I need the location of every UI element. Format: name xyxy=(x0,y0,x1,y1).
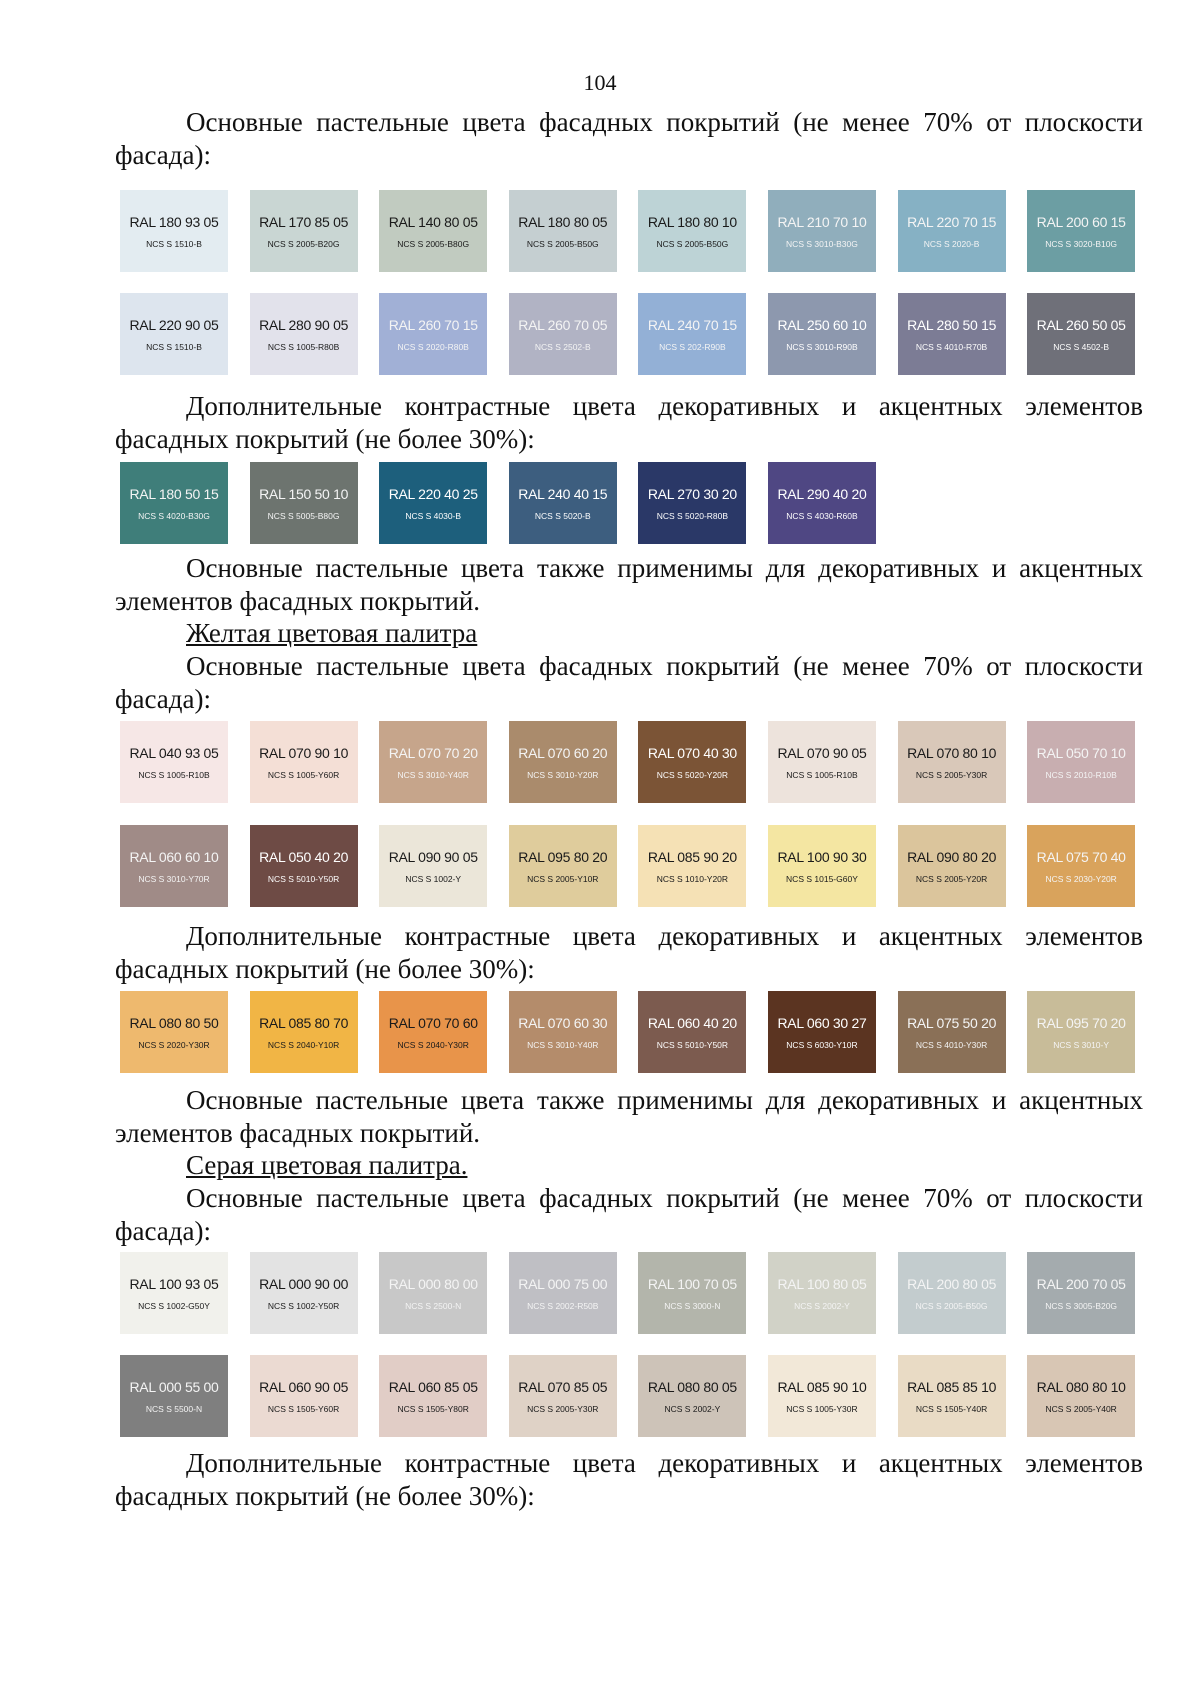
color-swatch xyxy=(898,991,1006,1073)
ncs-code: NCS S 1005-Y60R xyxy=(267,769,340,780)
ral-code: RAL 200 80 05 xyxy=(907,1275,997,1292)
color-swatch xyxy=(250,991,358,1073)
color-swatch xyxy=(379,190,487,272)
ral-code: RAL 085 90 20 xyxy=(647,848,737,865)
ncs-code: NCS S 6030-Y10R xyxy=(786,1039,858,1050)
ral-code: RAL 070 70 20 xyxy=(388,744,478,761)
ncs-code: NCS S 1510-B xyxy=(146,238,202,249)
ral-code: RAL 100 93 05 xyxy=(129,1275,219,1292)
ral-code: RAL 100 70 05 xyxy=(647,1275,737,1292)
ncs-code: NCS S 5010-Y50R xyxy=(656,1039,729,1050)
ral-code: RAL 100 80 05 xyxy=(777,1275,867,1292)
ncs-code: NCS S 202-R90B xyxy=(659,341,726,352)
ral-code: RAL 080 80 50 xyxy=(129,1014,219,1031)
color-swatch xyxy=(509,293,617,375)
color-swatch xyxy=(379,825,487,907)
ral-code: RAL 070 70 60 xyxy=(388,1014,478,1031)
color-swatch xyxy=(379,721,487,803)
color-swatch xyxy=(250,190,358,272)
ncs-code: NCS S 2500-N xyxy=(405,1300,462,1311)
ral-code: RAL 090 80 20 xyxy=(907,848,997,865)
color-swatch xyxy=(120,190,228,272)
color-swatch xyxy=(1027,1252,1135,1334)
ral-code: RAL 085 80 70 xyxy=(259,1014,349,1031)
ncs-code: NCS S 1505-Y60R xyxy=(267,1403,340,1414)
ral-code: RAL 075 70 40 xyxy=(1036,848,1126,865)
color-swatch xyxy=(509,462,617,544)
color-swatch xyxy=(120,1252,228,1334)
color-swatch xyxy=(898,1355,1006,1437)
ral-code: RAL 150 50 10 xyxy=(259,485,349,502)
ncs-code: NCS S 1005-R10B xyxy=(786,769,858,780)
ral-code: RAL 240 40 15 xyxy=(518,485,608,502)
color-swatch xyxy=(768,190,876,272)
swatch-row xyxy=(120,293,1157,375)
ral-code: RAL 090 90 05 xyxy=(388,848,478,865)
ncs-code: NCS S 5020-B xyxy=(534,510,591,521)
ncs-code: NCS S 2010-R10B xyxy=(1045,769,1117,780)
color-swatch xyxy=(638,1355,746,1437)
ral-code: RAL 080 80 10 xyxy=(1036,1378,1126,1395)
ral-code: RAL 220 40 25 xyxy=(388,485,478,502)
ral-code: RAL 050 70 10 xyxy=(1036,744,1126,761)
ral-code: RAL 060 85 05 xyxy=(388,1378,478,1395)
ncs-code: NCS S 5500-N xyxy=(145,1403,203,1414)
ral-code: RAL 100 90 30 xyxy=(777,848,867,865)
color-swatch xyxy=(120,721,228,803)
ncs-code: NCS S 1505-Y80R xyxy=(397,1403,469,1414)
ncs-code: NCS S 2005-B50G xyxy=(526,238,599,249)
ncs-code: NCS S 1005-R80B xyxy=(267,341,340,352)
color-swatch xyxy=(1027,293,1135,375)
ral-code: RAL 220 90 05 xyxy=(129,316,219,333)
ral-code: RAL 085 85 10 xyxy=(907,1378,997,1395)
color-swatch xyxy=(898,190,1006,272)
color-swatch xyxy=(250,825,358,907)
color-swatch xyxy=(379,293,487,375)
ral-code: RAL 280 50 15 xyxy=(907,316,997,333)
ral-code: RAL 170 85 05 xyxy=(259,213,349,230)
ral-code: RAL 000 75 00 xyxy=(518,1275,608,1292)
ral-code: RAL 220 70 15 xyxy=(907,213,997,230)
ncs-code: NCS S 1002-Y xyxy=(405,873,462,884)
ncs-code: NCS S 2005-Y20R xyxy=(915,873,988,884)
ral-code: RAL 280 90 05 xyxy=(259,316,349,333)
color-swatch xyxy=(638,825,746,907)
paragraph: Основные пастельные цвета фасадных покрытий (не менее 70% от плоскости фасада): xyxy=(115,107,1143,170)
ncs-code: NCS S 1002-G50Y xyxy=(138,1300,210,1311)
paragraph: Основные пастельные цвета также применимы для декоративных и акцентных элементов фасадных покрытий. xyxy=(115,1085,1143,1148)
ral-code: RAL 070 40 30 xyxy=(647,744,737,761)
ncs-code: NCS S 4502-B xyxy=(1053,341,1110,352)
ral-code: RAL 240 70 15 xyxy=(647,316,737,333)
ral-code: RAL 070 90 05 xyxy=(777,744,867,761)
color-swatch xyxy=(638,721,746,803)
ncs-code: NCS S 4010-Y30R xyxy=(915,1039,988,1050)
ral-code: RAL 200 60 15 xyxy=(1036,213,1126,230)
color-swatch xyxy=(250,1252,358,1334)
ncs-code: NCS S 2005-Y10R xyxy=(527,873,599,884)
ncs-code: NCS S 2020-R80B xyxy=(397,341,469,352)
ncs-code: NCS S 1005-R10B xyxy=(138,769,210,780)
ral-code: RAL 000 90 00 xyxy=(259,1275,349,1292)
ncs-code: NCS S 2040-Y10R xyxy=(267,1039,340,1050)
ncs-code: NCS S 2005-B50G xyxy=(656,238,729,249)
ncs-code: NCS S 3010-Y20R xyxy=(527,769,599,780)
ncs-code: NCS S 3005-B20G xyxy=(1045,1300,1118,1311)
ncs-code: NCS S 1002-Y50R xyxy=(267,1300,340,1311)
ncs-code: NCS S 5005-B80G xyxy=(267,510,340,521)
ncs-code: NCS S 3010-Y70R xyxy=(138,873,210,884)
color-swatch xyxy=(250,1355,358,1437)
color-swatch xyxy=(509,1355,617,1437)
paragraph: Дополнительные контрастные цвета декоративных и акцентных элементов фасадных покрытий (не более 30%): xyxy=(115,921,1143,984)
ncs-code: NCS S 3000-N xyxy=(664,1300,721,1311)
ral-code: RAL 070 85 05 xyxy=(518,1378,608,1395)
color-swatch xyxy=(1027,190,1135,272)
color-swatch xyxy=(120,1355,228,1437)
color-swatch xyxy=(638,190,746,272)
color-swatch xyxy=(379,1355,487,1437)
color-swatch xyxy=(509,991,617,1073)
ncs-code: NCS S 2002-Y xyxy=(794,1300,850,1311)
ncs-code: NCS S 1015-G60Y xyxy=(786,873,858,884)
ncs-code: NCS S 4030-B xyxy=(405,510,462,521)
ncs-code: NCS S 2005-Y30R xyxy=(527,1403,599,1414)
ncs-code: NCS S 2020-Y30R xyxy=(138,1039,210,1050)
ncs-code: NCS S 3010-B30G xyxy=(786,238,858,249)
color-swatch xyxy=(768,991,876,1073)
ncs-code: NCS S 1005-Y30R xyxy=(786,1403,858,1414)
color-swatch xyxy=(638,462,746,544)
ncs-code: NCS S 5020-Y20R xyxy=(656,769,729,780)
color-swatch xyxy=(379,462,487,544)
swatch-row xyxy=(120,1355,1157,1437)
ral-code: RAL 095 80 20 xyxy=(518,848,608,865)
color-swatch xyxy=(379,1252,487,1334)
ncs-code: NCS S 2005-B20G xyxy=(267,238,340,249)
color-swatch xyxy=(120,825,228,907)
ral-code: RAL 040 93 05 xyxy=(129,744,219,761)
color-swatch xyxy=(638,293,746,375)
ncs-code: NCS S 2002-Y xyxy=(664,1403,721,1414)
paragraph: Дополнительные контрастные цвета декоративных и акцентных элементов фасадных покрытий (не более 30%): xyxy=(115,391,1143,454)
color-swatch xyxy=(898,721,1006,803)
ral-code: RAL 260 70 15 xyxy=(388,316,478,333)
ral-code: RAL 070 90 10 xyxy=(259,744,349,761)
color-swatch xyxy=(898,825,1006,907)
color-swatch xyxy=(250,293,358,375)
paragraph: Основные пастельные цвета фасадных покрытий (не менее 70% от плоскости фасада): xyxy=(115,651,1143,714)
color-swatch xyxy=(1027,825,1135,907)
ral-code: RAL 180 50 15 xyxy=(129,485,219,502)
color-swatch xyxy=(898,1252,1006,1334)
ral-code: RAL 270 30 20 xyxy=(647,485,737,502)
ral-code: RAL 060 40 20 xyxy=(647,1014,737,1031)
ral-code: RAL 070 60 20 xyxy=(518,744,608,761)
color-swatch xyxy=(768,825,876,907)
color-swatch xyxy=(1027,721,1135,803)
ral-code: RAL 180 80 05 xyxy=(518,213,608,230)
ral-code: RAL 060 30 27 xyxy=(777,1014,867,1031)
ncs-code: NCS S 2005-Y40R xyxy=(1045,1403,1117,1414)
ral-code: RAL 180 80 10 xyxy=(647,213,737,230)
swatch-row xyxy=(120,825,1157,907)
color-swatch xyxy=(250,462,358,544)
color-swatch xyxy=(768,1252,876,1334)
color-swatch xyxy=(768,721,876,803)
color-swatch xyxy=(509,721,617,803)
ncs-code: NCS S 3010-Y40R xyxy=(397,769,469,780)
ncs-code: NCS S 1510-B xyxy=(146,341,202,352)
ral-code: RAL 070 80 10 xyxy=(907,744,997,761)
ncs-code: NCS S 3010-R90B xyxy=(786,341,858,352)
ral-code: RAL 200 70 05 xyxy=(1036,1275,1126,1292)
ral-code: RAL 060 90 05 xyxy=(259,1378,349,1395)
swatch-row xyxy=(120,721,1157,803)
ncs-code: NCS S 4020-B30G xyxy=(138,510,210,521)
ncs-code: NCS S 2020-B xyxy=(923,238,980,249)
paragraph: Основные пастельные цвета фасадных покрытий (не менее 70% от плоскости фасада): xyxy=(115,1183,1143,1246)
color-swatch xyxy=(509,825,617,907)
swatch-row xyxy=(120,1252,1157,1334)
ral-code: RAL 260 50 05 xyxy=(1036,316,1126,333)
ncs-code: NCS S 2005-B80G xyxy=(397,238,470,249)
paragraph: Дополнительные контрастные цвета декоративных и акцентных элементов фасадных покрытий (не более 30%): xyxy=(115,1448,1143,1511)
color-swatch xyxy=(120,991,228,1073)
ral-code: RAL 095 70 20 xyxy=(1036,1014,1126,1031)
ral-code: RAL 260 70 05 xyxy=(518,316,608,333)
color-swatch xyxy=(898,293,1006,375)
ral-code: RAL 290 40 20 xyxy=(777,485,867,502)
ncs-code: NCS S 2005-Y30R xyxy=(915,769,988,780)
color-swatch xyxy=(509,1252,617,1334)
ncs-code: NCS S 5010-Y50R xyxy=(267,873,340,884)
ral-code: RAL 250 60 10 xyxy=(777,316,867,333)
swatch-row xyxy=(120,462,898,544)
section-heading: Серая цветовая палитра. xyxy=(186,1150,468,1180)
color-swatch xyxy=(1027,991,1135,1073)
ncs-code: NCS S 2040-Y30R xyxy=(397,1039,469,1050)
color-swatch xyxy=(120,462,228,544)
ncs-code: NCS S 3010-Y xyxy=(1053,1039,1110,1050)
ncs-code: NCS S 2005-B50G xyxy=(915,1300,988,1311)
color-swatch xyxy=(638,991,746,1073)
color-swatch xyxy=(768,462,876,544)
ncs-code: NCS S 3020-B10G xyxy=(1045,238,1118,249)
section-heading: Желтая цветовая палитра xyxy=(186,618,478,648)
page-number: 104 xyxy=(583,70,617,95)
ral-code: RAL 140 80 05 xyxy=(388,213,478,230)
ncs-code: NCS S 1010-Y20R xyxy=(656,873,729,884)
ral-code: RAL 000 55 00 xyxy=(129,1378,219,1395)
color-swatch xyxy=(250,721,358,803)
ral-code: RAL 180 93 05 xyxy=(129,213,219,230)
ral-code: RAL 080 80 05 xyxy=(647,1378,737,1395)
color-swatch xyxy=(1027,1355,1135,1437)
ral-code: RAL 085 90 10 xyxy=(777,1378,867,1395)
swatch-row xyxy=(120,991,1157,1073)
ncs-code: NCS S 4010-R70B xyxy=(915,341,988,352)
swatch-row xyxy=(120,190,1157,272)
ral-code: RAL 050 40 20 xyxy=(259,848,349,865)
ncs-code: NCS S 3010-Y40R xyxy=(527,1039,599,1050)
color-swatch xyxy=(379,991,487,1073)
ncs-code: NCS S 2030-Y20R xyxy=(1045,873,1117,884)
ral-code: RAL 075 50 20 xyxy=(907,1014,997,1031)
color-swatch xyxy=(509,190,617,272)
color-swatch xyxy=(768,1355,876,1437)
ncs-code: NCS S 2502-B xyxy=(534,341,591,352)
ral-code: RAL 060 60 10 xyxy=(129,848,219,865)
ncs-code: NCS S 1505-Y40R xyxy=(915,1403,988,1414)
ral-code: RAL 070 60 30 xyxy=(518,1014,608,1031)
ncs-code: NCS S 4030-R60B xyxy=(786,510,858,521)
color-swatch xyxy=(638,1252,746,1334)
ral-code: RAL 000 80 00 xyxy=(388,1275,478,1292)
ncs-code: NCS S 5020-R80B xyxy=(656,510,729,521)
ral-code: RAL 210 70 10 xyxy=(777,213,867,230)
ncs-code: NCS S 2002-R50B xyxy=(527,1300,599,1311)
color-swatch xyxy=(120,293,228,375)
color-swatch xyxy=(768,293,876,375)
paragraph: Основные пастельные цвета также применимы для декоративных и акцентных элементов фасадных покрытий. xyxy=(115,553,1143,616)
